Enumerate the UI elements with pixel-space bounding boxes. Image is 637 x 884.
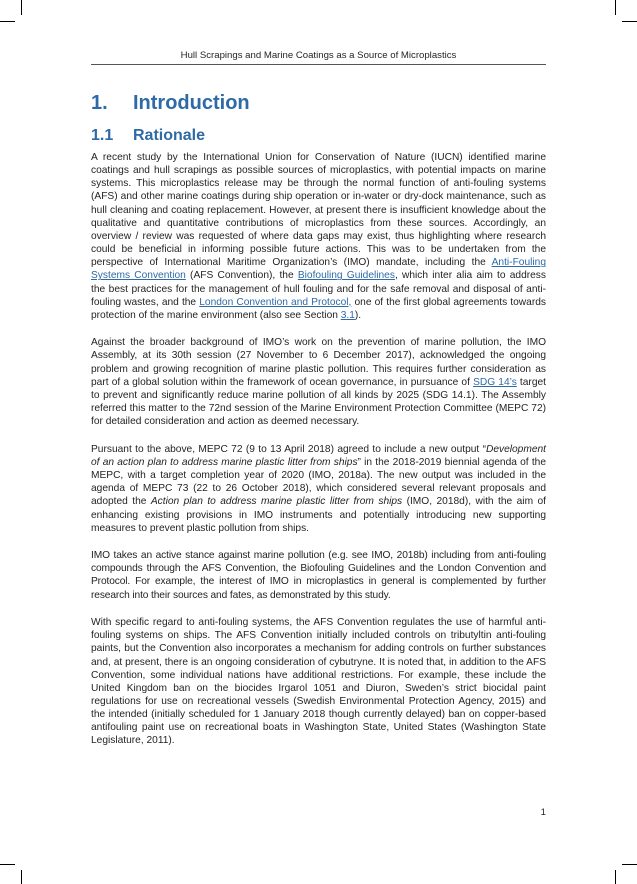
chapter-number: 1. (91, 92, 108, 114)
chapter-heading (91, 92, 250, 115)
crop-mark (615, 870, 616, 884)
crop-mark (0, 21, 15, 22)
paragraph-4 (91, 549, 546, 602)
text-run: ” in the 2018-2019 biennial agenda of the MEPC, with a target completion year of 2020 (IMO, 2018a). The new output was included in the agenda of MEPC 73 (22 to 26 October 2018), which considered several relevant proposals and adopted the (91, 456, 546, 508)
text-run: Against the broader background of IMO’s work on the prevention of marine pollution, the IMO Assembly, at its 30th session (27 November to 6 December 2017), acknowledged the ongoing problem and growing recognition of marine plastic pollution. This requires further consideration as part of a global solution within the framework of ocean governance, in pursuance of (91, 337, 546, 388)
text-run: (IMO, 2018d), with the aim of enhancing existing provisions in IMO instruments and potentially introducing new supporting measures to prevent plastic pollution from ships. (91, 496, 546, 534)
chapter-title: Introduction (133, 92, 250, 114)
crop-mark (615, 0, 616, 15)
paragraph-1 (91, 151, 546, 322)
text-run: one of the first global agreements towards protection of the marine environment (also see Section (91, 296, 546, 321)
text-run: With specific regard to anti-fouling systems, the AFS Convention regulates the use of harmful anti-fouling systems on ships. The AFS Convention initially included controls on tributyltin anti-fouling paints, but the Convention also incorporates a mechanism for adding controls on further substances and, at present, there is an ongoing consideration of cybutryne. It is noted that, in addition to the AFS Convention, some individual nations have additional restrictions. For example, these include the United Kingdom ban on the biocides Irgarol 1051 and Diuron, Sweden’s strict biocidal paint regulations for use on recreational vessels (Swedish Environmental Protection Agency, 2015) and the intended (initially scheduled for 1 January 2018 though currently delayed) ban on copper-based antifouling paint use on recreational boats in Washington State, United States (Washington State Legislature, 2011). (91, 617, 546, 747)
link-sdg-14[interactable]: SDG 14’s (473, 376, 517, 388)
crop-mark (622, 21, 637, 22)
text-run: target to prevent and significantly reduce marine pollution of all kinds by 2025 (SDG 14.1). The Assembly referred this matter to the 72nd session of the Marine Environment Protection Committee (MEPC 72) for detailed consideration and action as deemed necessary. (91, 376, 546, 428)
section-title: Rationale (133, 127, 206, 144)
crop-mark (622, 864, 637, 865)
text-run: Pursuant to the above, MEPC 72 (9 to 13 April 2018) agreed to include a new output “ (91, 443, 486, 455)
link-afs-convention[interactable]: Anti-Fouling Systems Convention (91, 257, 546, 282)
link-biofouling-guidelines[interactable]: Biofouling Guidelines (297, 270, 395, 282)
crop-mark (21, 870, 22, 884)
text-run: IMO takes an active stance against marine pollution (e.g. see IMO, 2018b) including from anti-fouling compounds through the AFS Convention, the Biofouling Guidelines and the London Convention and Protocol. For example, the interest of IMO in microplastics in general is complemented by further research into their sources and fates, as demonstrated by this study. (91, 550, 546, 601)
paragraph-5 (91, 616, 546, 748)
link-section-3-1[interactable]: 3.1 (340, 309, 355, 321)
section-heading (91, 127, 205, 145)
text-run: , which inter alia aim to address the best practices for the management of hull fouling and for the safe removal and disposal of anti-fouling wastes, and the (91, 270, 546, 308)
body-text (91, 151, 546, 762)
paragraph-2 (91, 336, 546, 428)
paragraph-3 (91, 443, 546, 535)
emphasis-action-plan: Action plan to address marine plastic litter from ships (150, 496, 403, 508)
page-number: 1 (540, 807, 546, 818)
link-london-convention[interactable]: London Convention and Protocol, (199, 296, 352, 308)
header-rule (91, 64, 546, 65)
text-run: (AFS Convention), the (185, 270, 298, 282)
emphasis-output-title: Development of an action plan to address marine plastic litter from ships (91, 443, 546, 468)
text-run: ). (354, 309, 362, 321)
crop-mark (21, 0, 22, 15)
section-number: 1.1 (91, 127, 114, 144)
text-run: A recent study by the International Union for Conservation of Nature (IUCN) identified marine coatings and hull scrapings as possible sources of microplastics, with potential impacts on marine systems. This microplastics release may be through the normal function of anti-fouling systems (AFS) and other marine coatings during ship operation or in-water or dry-dock maintenance, such as hull cleaning and coating replacement. However, at present there is insufficient knowledge about the qualitative and quantitative contributions of microplastics from these sources. Accordingly, an overview / review was requested of where data gaps may exist, thus highlighting where research could be beneficial in informing possible future actions. This was to be undertaken from the perspective of International Maritime Organization’s (IMO) mandate, including the (91, 152, 546, 269)
running-header: Hull Scrapings and Marine Coatings as a Source of Microplastics (180, 50, 457, 61)
crop-mark (0, 864, 15, 865)
